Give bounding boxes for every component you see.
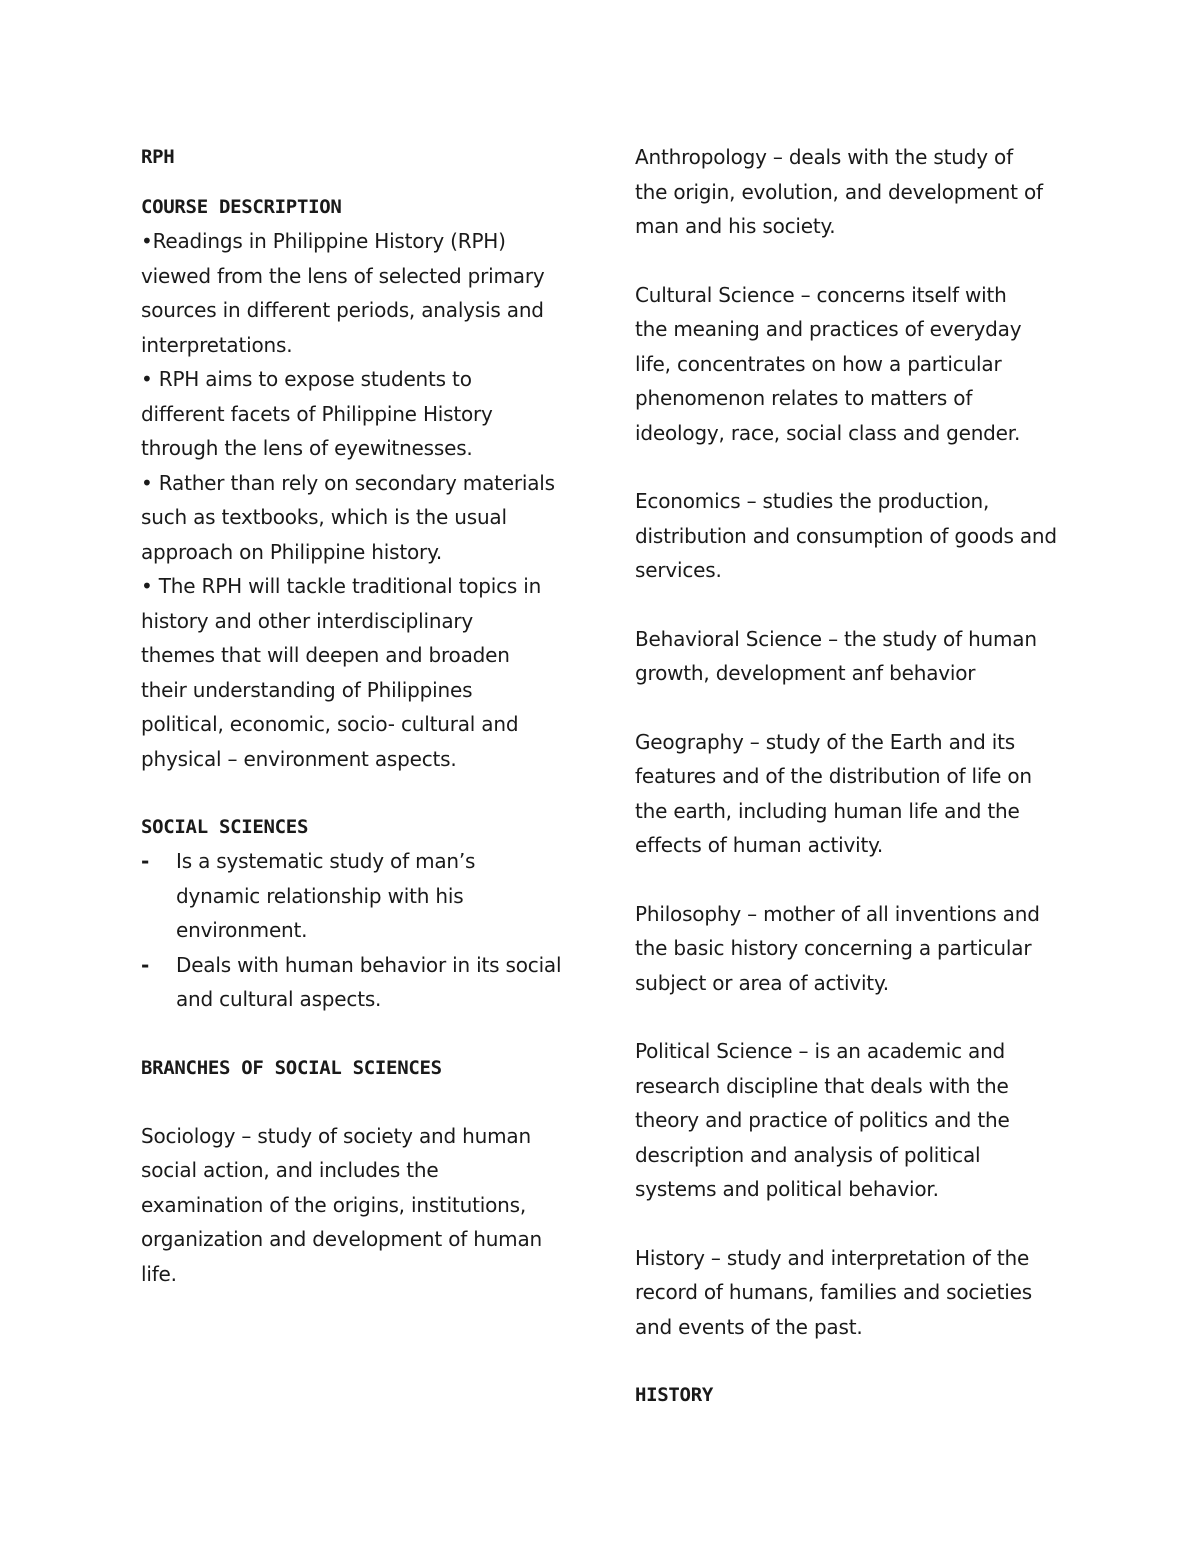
text-line: Behavioral Science – the study of human [635, 626, 1037, 651]
branches-heading: BRANCHES OF SOCIAL SCIENCES [141, 1056, 442, 1079]
text-line: research discipline that deals with the [635, 1073, 1009, 1098]
course-description-heading: COURSE DESCRIPTION [141, 196, 342, 218]
text-line: theory and practice of politics and the [635, 1108, 1010, 1132]
text-line: phenomenon relates to matters of [635, 386, 973, 410]
social-sciences-heading: SOCIAL SCIENCES [141, 816, 309, 838]
text-line: through the lens of eyewitnesses. [141, 436, 473, 460]
text-line: systems and political behavior. [635, 1177, 939, 1201]
text-line: life, concentrates on how a particular [635, 351, 1002, 376]
geography-paragraph [635, 725, 1075, 863]
text-line: and cultural aspects. [176, 987, 382, 1011]
text-line: such as textbooks, which is the usual [141, 505, 507, 529]
text-line: their understanding of Philippines [141, 677, 473, 702]
text-line: the meaning and practices of everyday [635, 317, 1022, 341]
text-line: organization and development of human [141, 1227, 542, 1251]
text-line: dynamic relationship with his [176, 883, 464, 908]
text-line: • RPH aims to expose students to [141, 367, 472, 391]
text-line: Philosophy – mother of all inventions and [635, 901, 1040, 926]
left-column [141, 140, 581, 1291]
text-line: history and other interdisciplinary [141, 608, 474, 633]
text-line: the earth, including human life and the [635, 798, 1020, 823]
philosophy-paragraph [635, 897, 1075, 1001]
text-line: Sociology – study of society and human [141, 1123, 531, 1148]
text-line: record of humans, families and societies [635, 1280, 1032, 1304]
text-line: sources in different periods, analysis and [141, 298, 544, 322]
text-line: Cultural Science – concerns itself with [635, 282, 1007, 307]
text-line: life. [141, 1261, 177, 1286]
text-line: physical – environment aspects. [141, 746, 457, 771]
text-line: political, economic, socio- cultural and [141, 712, 519, 736]
political-science-paragraph [635, 1034, 1075, 1207]
text-line: different facets of Philippine History [141, 401, 493, 426]
list-item [141, 844, 581, 948]
text-line: ideology, race, social class and gender. [635, 420, 1021, 445]
text-line: themes that will deepen and broaden [141, 643, 510, 667]
text-line: Political Science – is an academic and [635, 1039, 1006, 1063]
text-line: History – study and interpretation of the [635, 1245, 1030, 1270]
document-title: RPH [141, 146, 175, 168]
text-line: subject or area of activity. [635, 970, 889, 995]
economics-paragraph [635, 484, 1075, 588]
text-line: man and his society. [635, 214, 836, 238]
cultural-science-paragraph [635, 278, 1075, 451]
text-line: Deals with human behavior in its social [176, 952, 562, 977]
dash-bullet: - [141, 849, 150, 873]
course-description-text [141, 224, 581, 776]
text-line: • Rather than rely on secondary materials [141, 470, 555, 495]
text-line: examination of the origins, institutions, [141, 1192, 527, 1217]
text-line: viewed from the lens of selected primary [141, 263, 545, 288]
text-line: the basic history concerning a particular [635, 936, 1032, 960]
text-line: and events of the past. [635, 1314, 863, 1339]
text-line: Geography – study of the Earth and its [635, 729, 1015, 754]
text-line: Anthropology – deals with the study of [635, 145, 1013, 169]
sociology-paragraph [141, 1119, 581, 1292]
behavioral-science-paragraph [635, 622, 1075, 691]
text-line: approach on Philippine history. [141, 539, 443, 564]
text-line: the origin, evolution, and development of [635, 179, 1043, 204]
text-line: effects of human activity. [635, 833, 884, 857]
text-line: environment. [176, 918, 308, 942]
history-paragraph [635, 1241, 1075, 1345]
text-line: description and analysis of political [635, 1142, 981, 1167]
list-item [141, 948, 581, 1017]
right-column [635, 140, 1075, 1412]
history-heading: HISTORY [635, 1384, 713, 1406]
text-line: interpretations. [141, 332, 293, 357]
text-line: • The RPH will tackle traditional topics in [141, 574, 542, 598]
text-line: •Readings in Philippine History (RPH) [141, 229, 506, 253]
text-line: social action, and includes the [141, 1158, 439, 1182]
dash-bullet: - [141, 952, 150, 977]
text-line: distribution and consumption of goods and [635, 523, 1057, 548]
text-line: Is a systematic study of man’s [176, 849, 476, 873]
text-line: features and of the distribution of life on [635, 764, 1032, 788]
text-line: services. [635, 558, 722, 582]
anthropology-paragraph [635, 140, 1075, 244]
text-line: Economics – studies the production, [635, 489, 990, 513]
text-line: growth, development anf behavior [635, 661, 976, 685]
